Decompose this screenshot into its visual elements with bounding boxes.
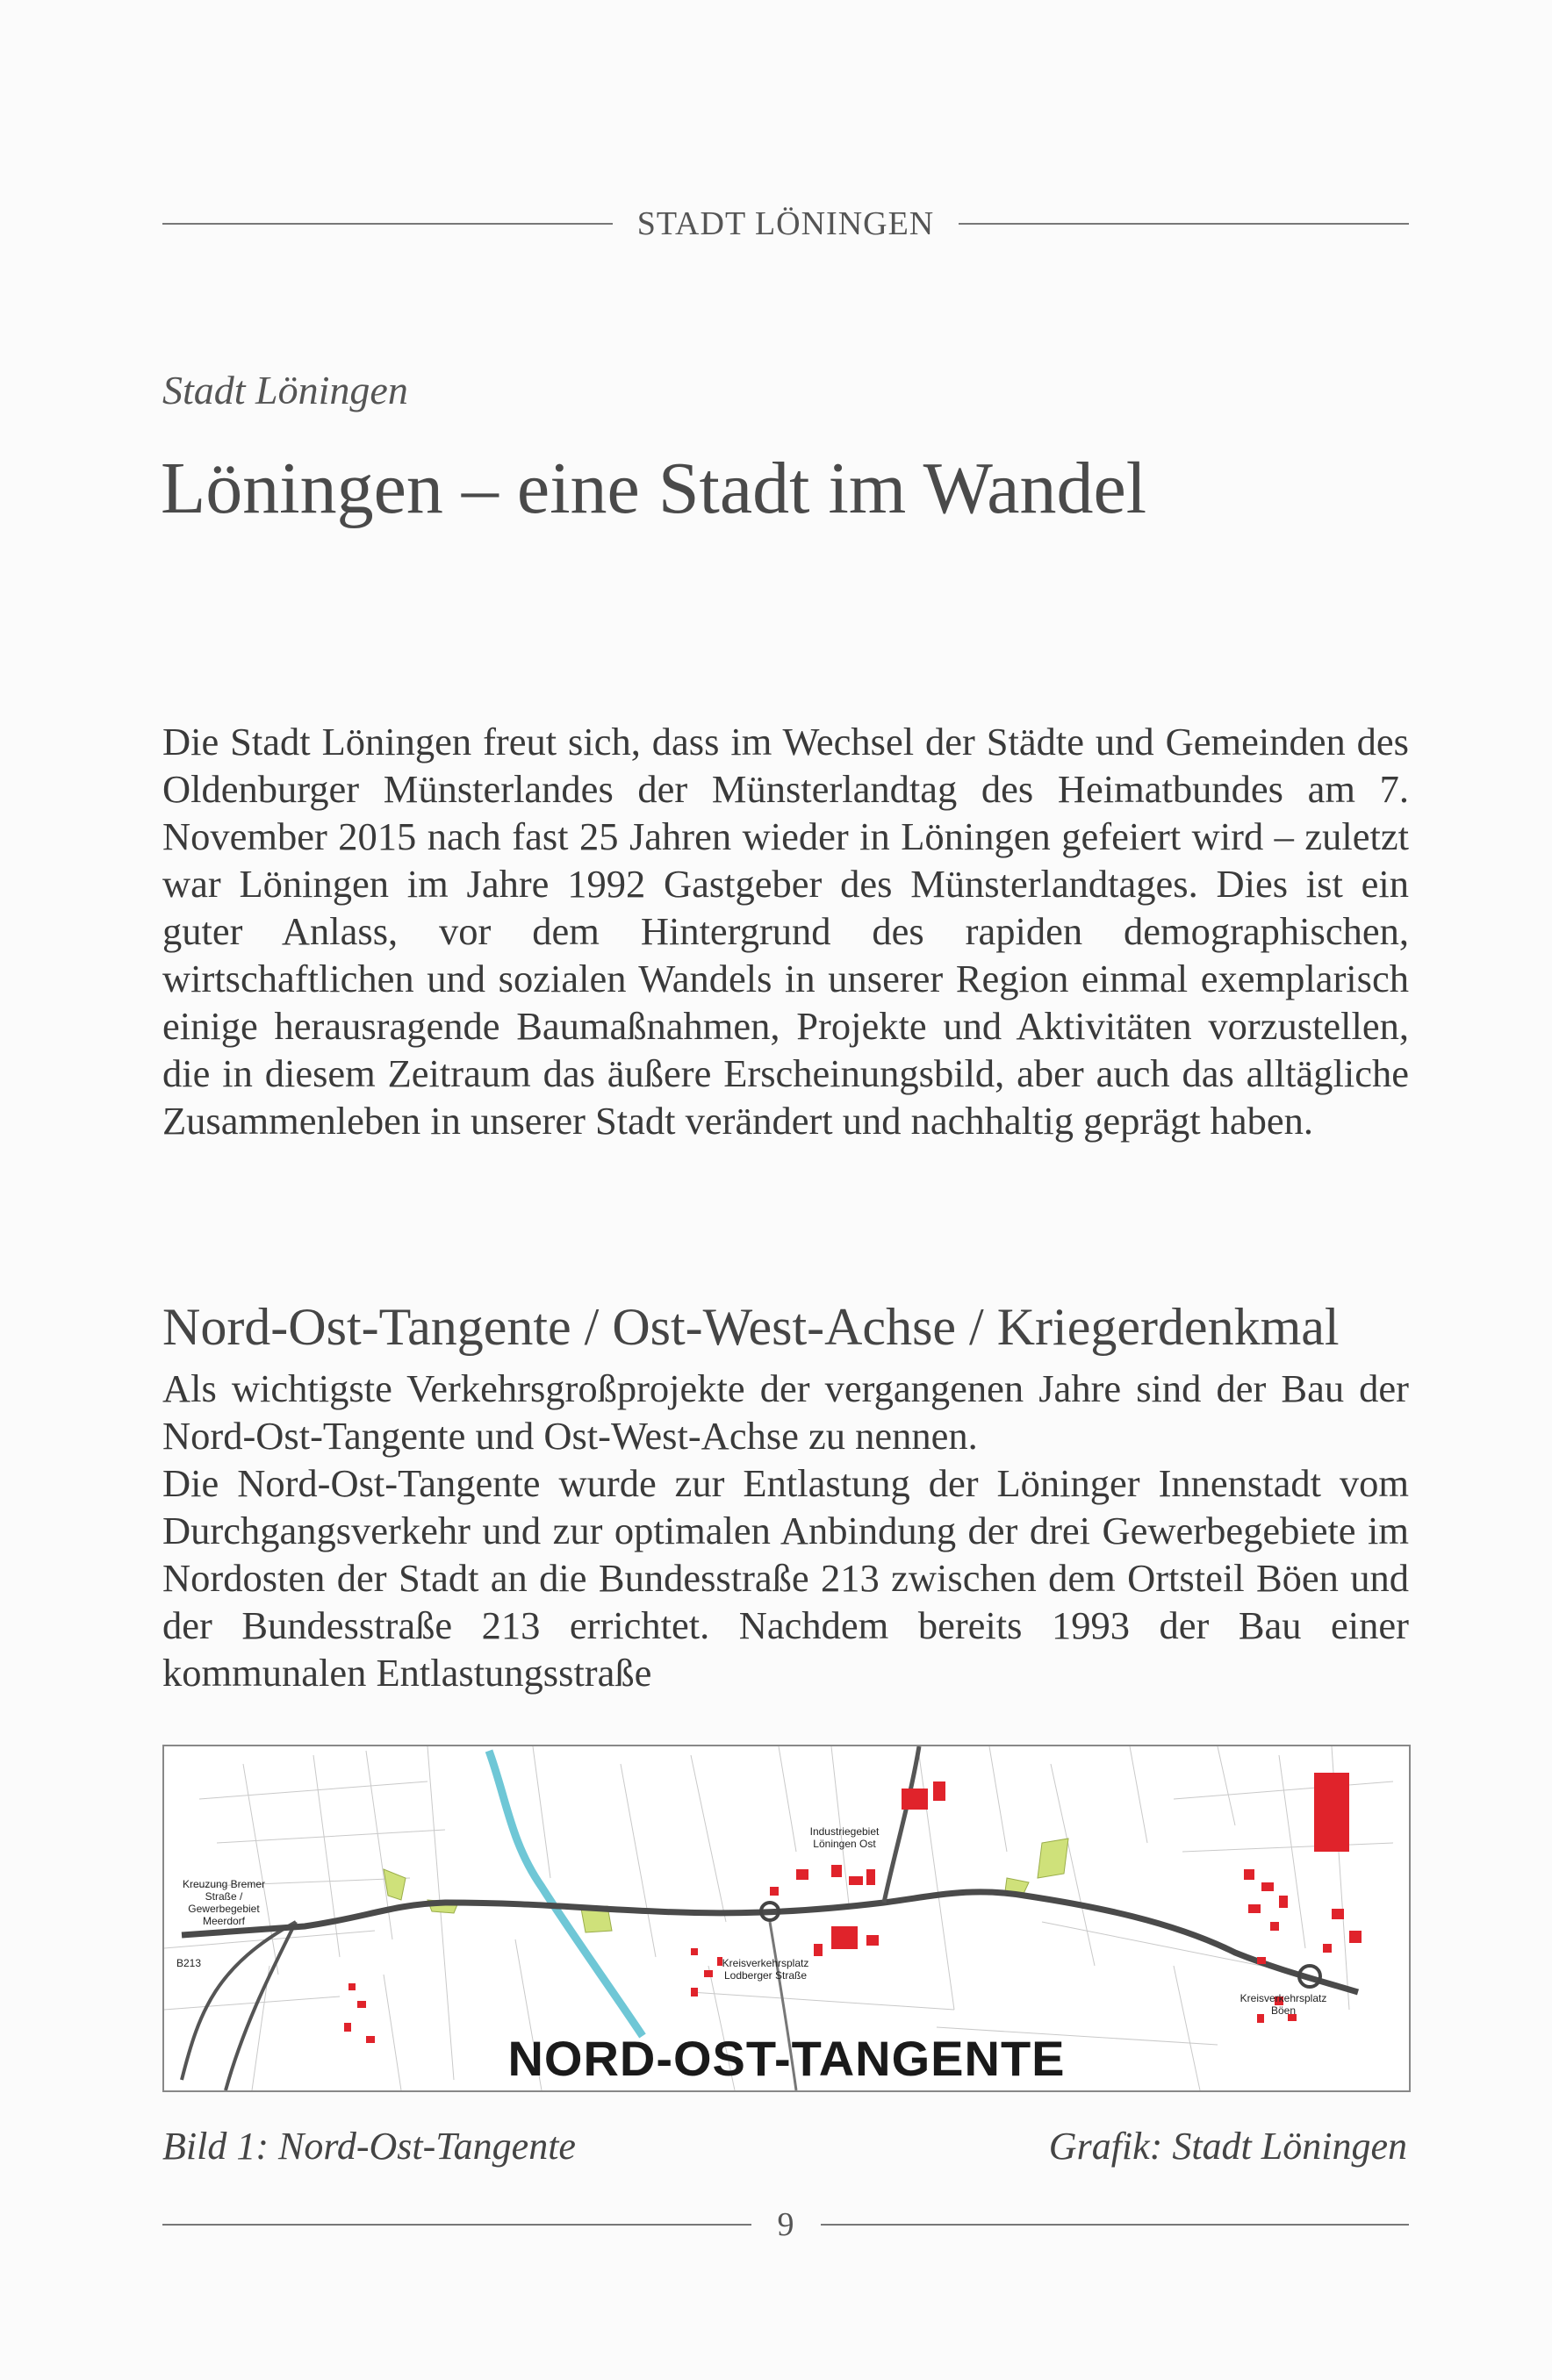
map-figure xyxy=(162,1745,1411,2092)
label-kreisverkehr-boeen: Kreisverkehrsplatz Böen xyxy=(1239,1992,1327,2017)
section-heading: Nord-Ost-Tangente / Ost-West-Achse / Kriegerdenkmal xyxy=(162,1298,1340,1356)
figure-credit: Grafik: Stadt Löningen xyxy=(1048,2125,1407,2168)
label-b213: B213 xyxy=(176,1957,202,1969)
section-paragraph-2: Die Nord-Ost-Tangente wurde zur Entlastung der Löninger Innenstadt vom Durchgangsverkehr und zur optimalen Anbindung der drei Gewerbegebiete im Nordosten der Stadt an die Bundesstraße 213 zwischen dem Ortsteil Böen und der Bundesstraße 213 errichtet. Nachdem bereits 1993 der Bau einer kommunalen Entlastungsstraße xyxy=(162,1461,1409,1695)
header-rule-left xyxy=(162,223,613,225)
running-title: STADT LÖNINGEN xyxy=(636,205,935,242)
page-header xyxy=(162,202,1409,246)
river xyxy=(489,1751,643,2036)
footer-rule-right xyxy=(821,2224,1410,2226)
page-footer xyxy=(162,2203,1409,2247)
map-title: NORD-OST-TANGENTE xyxy=(507,2031,1066,2086)
article-kicker: Stadt Löningen xyxy=(162,368,408,412)
label-kreuzung: Kreuzung Bremer Straße / Gewerbegebiet Meerdorf xyxy=(182,1878,266,1927)
label-industriegebiet: Industriegebiet Löningen Ost xyxy=(809,1825,880,1850)
green-areas xyxy=(384,1839,1068,1932)
intro-paragraph: Die Stadt Löningen freut sich, dass im Wechsel der Städte und Gemeinden des Oldenburger Münsterlandes der Münsterlandtag des Heimatbundes am 7. November 2015 nach fast 25 Jahren wieder in Löningen gefeiert wird – zuletzt war Löningen im Jahre 1992 Gastgeber des Münsterlandtages. Dies ist ein guter Anlass, vor dem Hintergrund des rapiden demographischen, wirtschaftlichen und sozialen Wandels in unserer Region einmal exemplarisch einige herausragende Baumaßnahmen, Projekte und Aktivitäten vorzustellen, die in diesem Zeitraum das äußere Erscheinungsbild, aber auch das alltägliche Zusammenleben in unserer Stadt verändert und nachhaltig geprägt haben. xyxy=(162,720,1409,1143)
page-number: 9 xyxy=(777,2206,794,2243)
article-title: Löningen – eine Stadt im Wandel xyxy=(161,448,1147,529)
label-kreisverkehr-lodberger: Kreisverkehrsplatz Lodberger Straße xyxy=(722,1957,809,1982)
figure-caption: Bild 1: Nord-Ost-Tangente xyxy=(162,2125,576,2168)
road-north xyxy=(884,1746,919,1903)
section-paragraph-1: Als wichtigste Verkehrsgroßprojekte der vergangenen Jahre sind der Bau der Nord-Ost-Tangente und Ost-West-Achse zu nennen. xyxy=(162,1366,1409,1458)
footer-rule-left xyxy=(162,2224,751,2226)
header-rule-right xyxy=(959,223,1409,225)
